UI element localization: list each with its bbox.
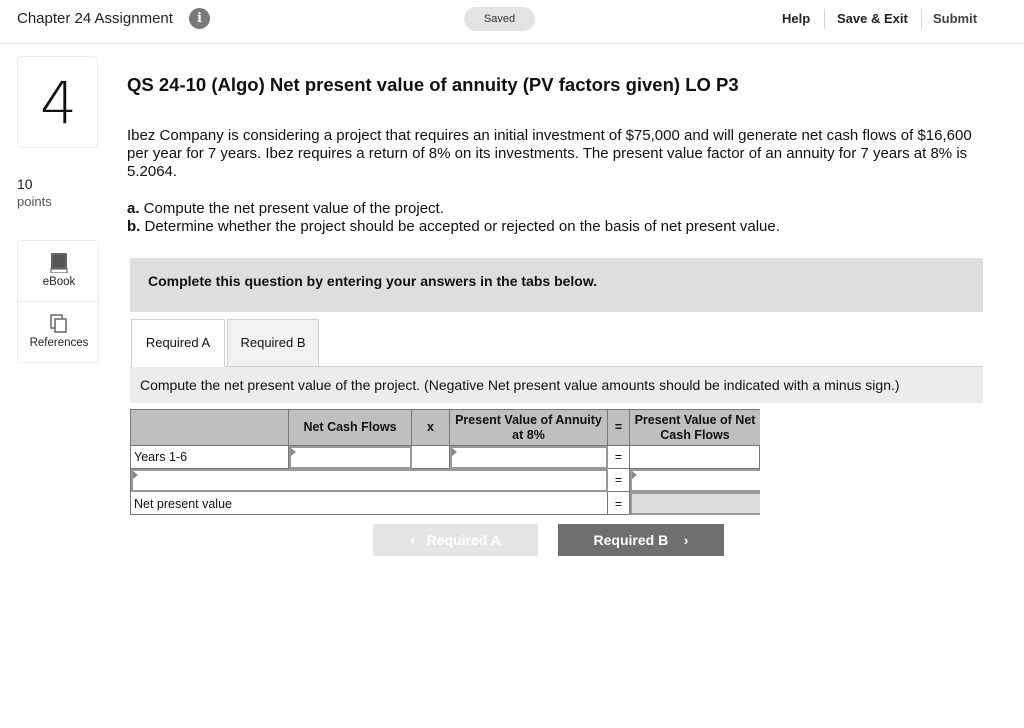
instructions-text: Complete this question by entering your answers in the tabs below. — [148, 273, 598, 289]
row-label: Years 1-6 — [131, 446, 289, 469]
chevron-left-icon: ‹ — [410, 532, 415, 548]
ebook-button[interactable] — [18, 241, 100, 302]
net-present-value-label: Net present value — [131, 492, 608, 515]
prompt-text: Compute the net present value of the project. (Negative Net present value amounts should be indicated with a minus sign.) — [140, 377, 900, 393]
next-required-label: Required B — [593, 532, 669, 548]
submit-link[interactable]: Submit — [933, 11, 978, 26]
references-button[interactable] — [18, 302, 100, 363]
part-b-text: Determine whether the project should be accepted or rejected on the basis of net present value. — [140, 218, 780, 235]
saved-status-badge: Saved — [464, 7, 535, 31]
tab-required-b[interactable]: Required B — [227, 319, 319, 367]
question-number: 4 — [40, 69, 77, 137]
part-a — [127, 200, 780, 218]
part-a-letter: a. — [127, 200, 140, 217]
pv-factor-input[interactable] — [450, 446, 608, 469]
instructions-box — [130, 258, 983, 312]
pv-amount-input[interactable] — [630, 469, 760, 492]
divider — [921, 9, 922, 29]
ebook-label: eBook — [42, 276, 76, 288]
top-bar — [0, 0, 1024, 44]
equals-sign: = — [608, 469, 630, 492]
previous-required-label: Required A — [426, 532, 501, 548]
header-pv-annuity: Present Value of Annuity at 8% — [450, 410, 608, 446]
help-link[interactable]: Help — [782, 11, 811, 26]
header-equals: = — [608, 410, 630, 446]
input-marker-icon — [133, 471, 138, 479]
previous-required-button[interactable] — [373, 524, 538, 556]
header-blank — [131, 410, 289, 446]
points-value: 10 — [17, 176, 33, 192]
assignment-title: Chapter 24 Assignment — [17, 10, 173, 27]
tab-required-a[interactable]: Required A — [131, 319, 225, 367]
equals-sign: = — [608, 446, 630, 469]
input-marker-icon — [291, 448, 296, 456]
points-label: points — [17, 194, 52, 209]
info-icon[interactable]: i — [189, 8, 210, 29]
copy-icon — [50, 314, 68, 334]
part-a-text: Compute the net present value of the project. — [139, 200, 444, 217]
npv-table — [130, 409, 760, 515]
question-number-box — [17, 56, 98, 148]
header-net-cash-flows: Net Cash Flows — [289, 410, 412, 446]
chevron-right-icon: › — [683, 532, 689, 548]
prompt-box — [130, 367, 983, 403]
net-present-value-input[interactable] — [630, 492, 760, 515]
equals-sign: = — [608, 492, 630, 515]
divider — [824, 9, 825, 29]
pv-result-cell — [630, 446, 760, 469]
question-body: Ibez Company is considering a project that requires an initial investment of $75,000 and will generate net cash flows of $16,600 per year for 7 years. Ibez requires a return of 8% on its investments. The present value factor of an annuity for 7 years at 8% is 5.2064. — [127, 127, 972, 180]
part-b-letter: b. — [127, 218, 141, 235]
input-marker-icon — [452, 448, 457, 456]
header-pv-cash-flows: Present Value of Net Cash Flows — [630, 410, 760, 446]
references-label: References — [29, 337, 89, 349]
multiply-cell — [412, 446, 450, 469]
net-cash-flows-input[interactable] — [289, 446, 412, 469]
question-parts — [127, 200, 780, 236]
question-title: QS 24-10 (Algo) Net present value of annuity (PV factors given) LO P3 — [127, 74, 739, 95]
input-marker-icon — [632, 471, 637, 479]
row-label-input[interactable] — [131, 469, 608, 492]
save-exit-link[interactable]: Save & Exit — [837, 11, 908, 26]
header-multiply: x — [412, 410, 450, 446]
tools-panel — [17, 240, 99, 363]
part-b — [127, 218, 780, 236]
book-icon — [50, 253, 68, 273]
next-required-button[interactable] — [558, 524, 724, 556]
